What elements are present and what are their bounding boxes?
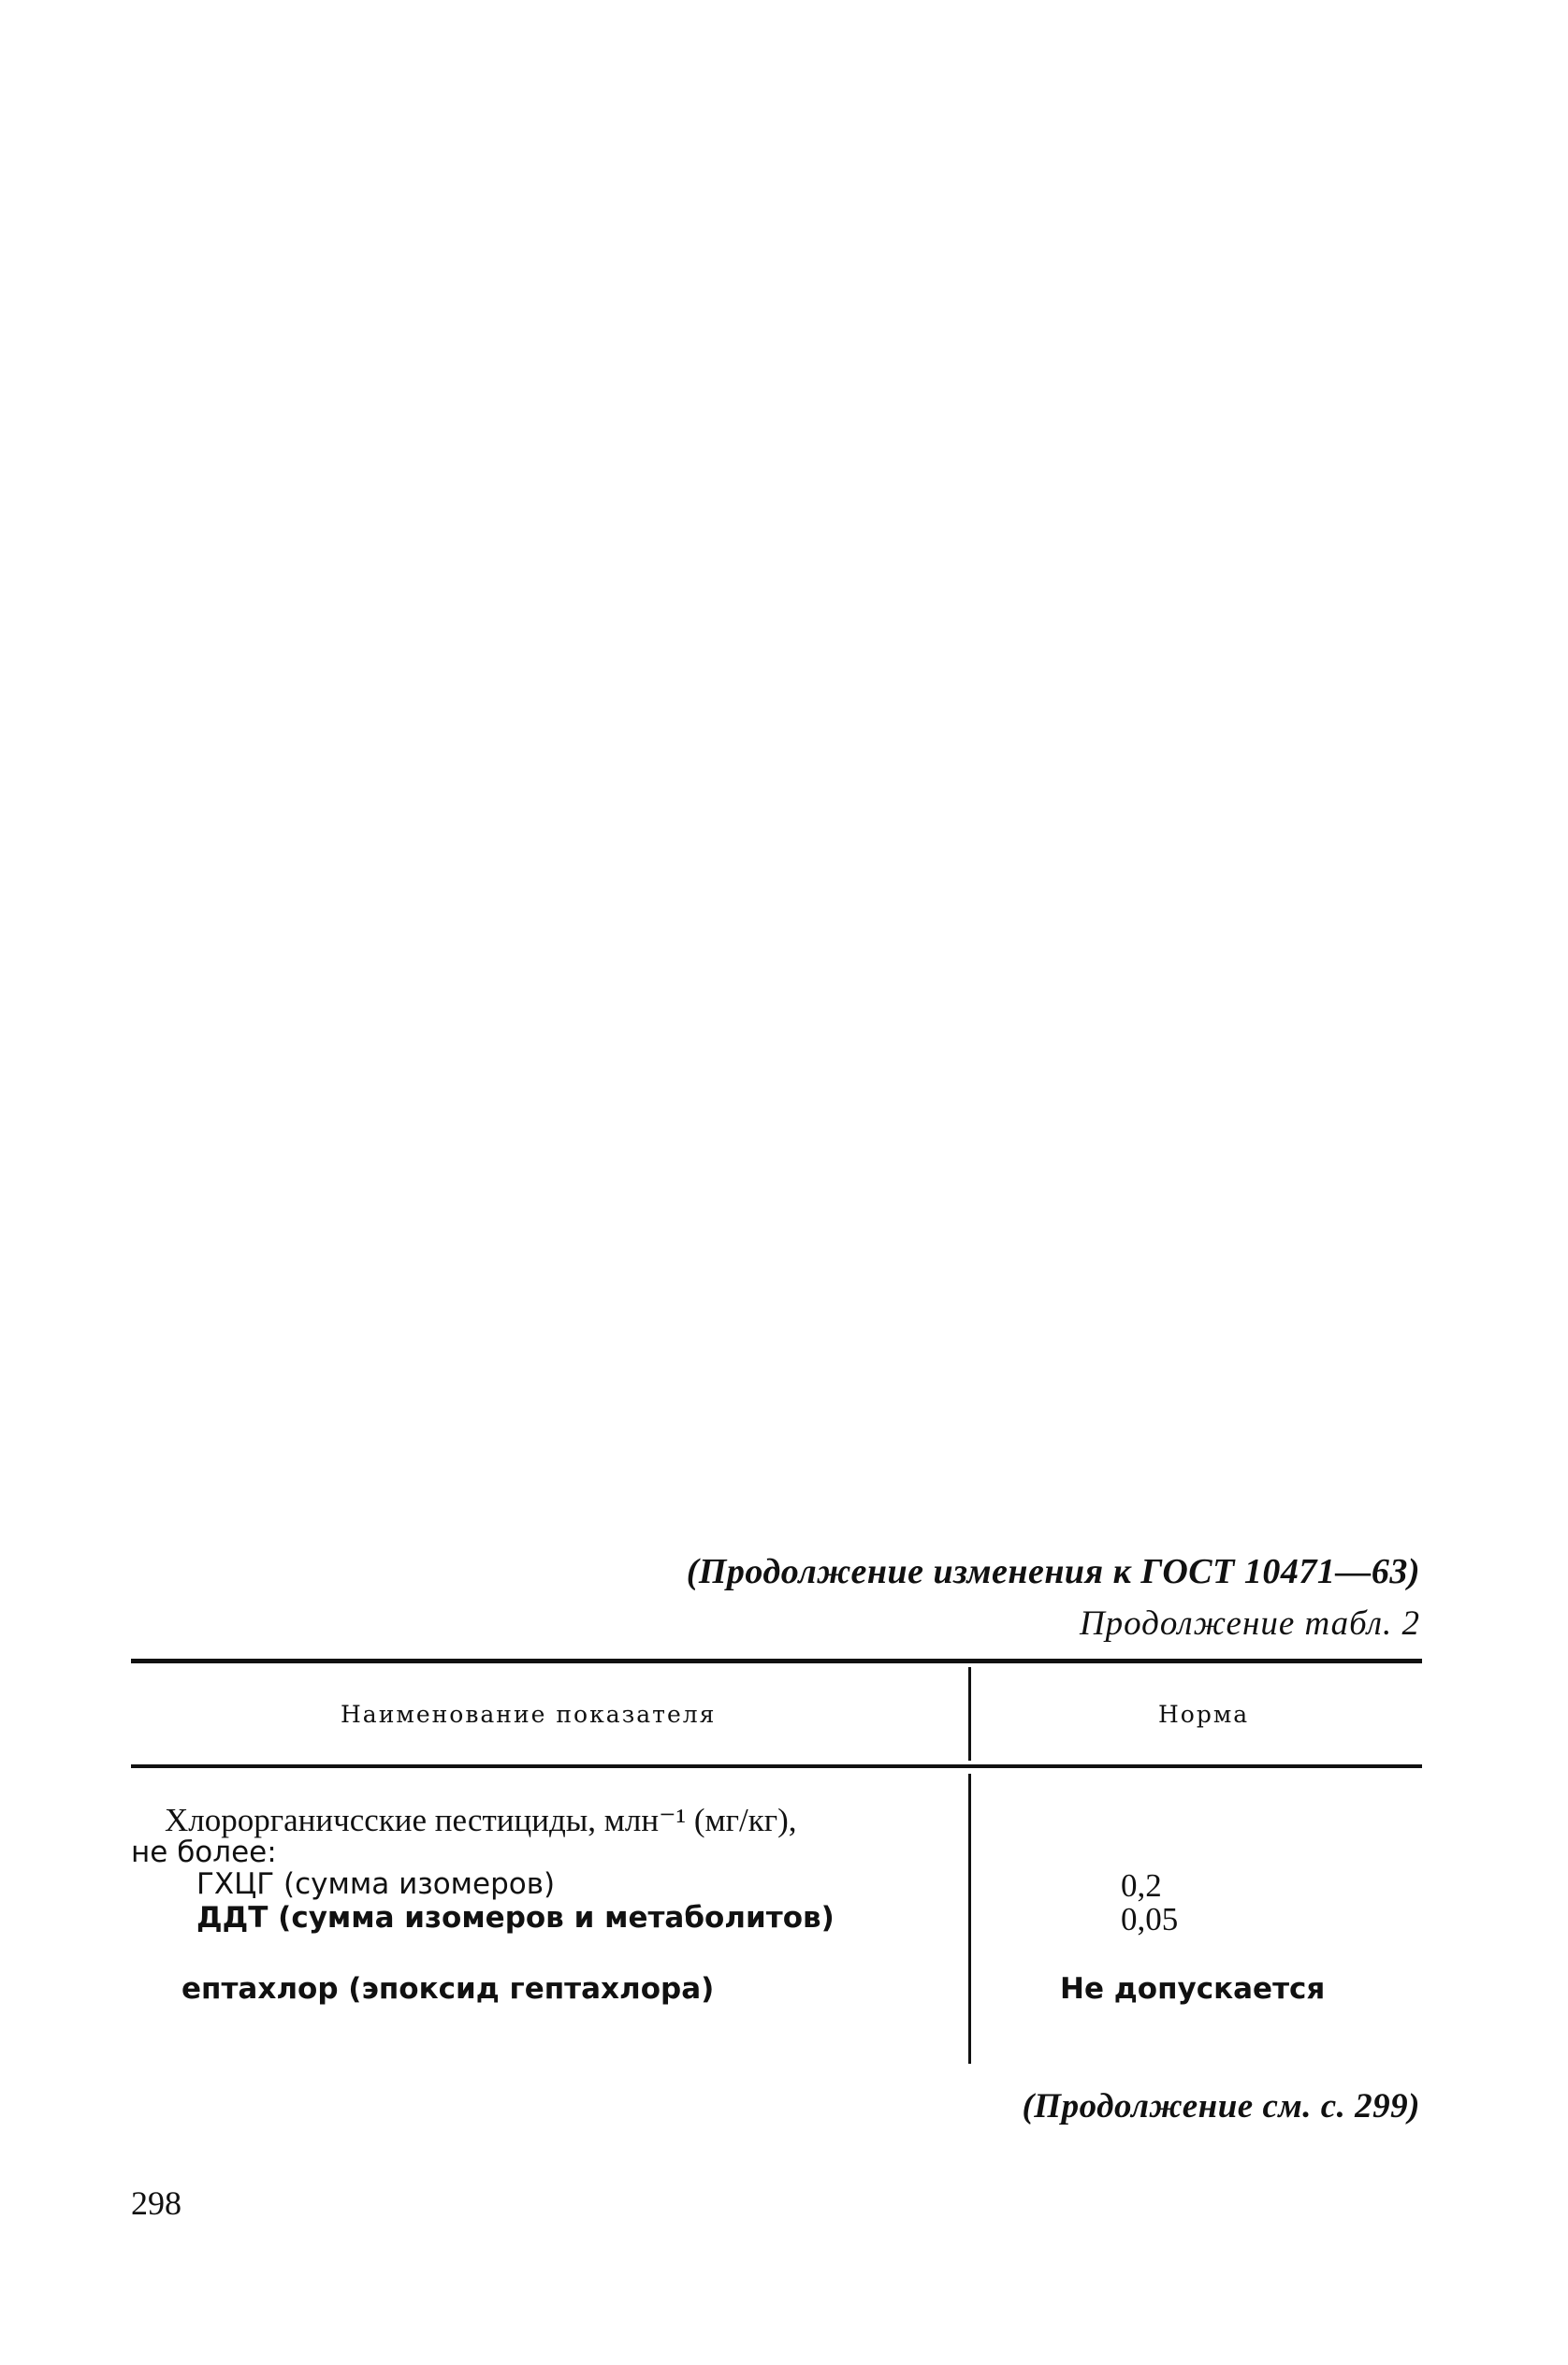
- row-name-line2: не более:: [131, 1835, 277, 1869]
- row-name-line1: Хлорорганичсские пестициды, млн⁻¹ (мг/кг),: [165, 1802, 797, 1838]
- page-number: 298: [131, 2184, 181, 2222]
- continuation-heading: (Продолжение изменения к ГОСТ 10471—63): [686, 1552, 1420, 1591]
- column-divider-body: [968, 1774, 971, 2064]
- table-caption: Продолжение табл. 2: [1079, 1604, 1420, 1643]
- row-value: 0,05: [1121, 1901, 1179, 1937]
- row-name: ДДТ (сумма изомеров и метаболитов): [196, 1901, 835, 1935]
- row-value: Не допускается: [1060, 1972, 1326, 2006]
- row-value: 0,2: [1121, 1867, 1162, 1904]
- table-top-rule: [131, 1659, 1422, 1663]
- table-header-rule: [131, 1764, 1422, 1768]
- column-divider-header: [968, 1667, 971, 1761]
- column-header-norm: Норма: [1158, 1701, 1250, 1728]
- column-header-name: Наименование показателя: [341, 1701, 717, 1728]
- row-name: ептахлор (эпоксид гептахлора): [181, 1972, 715, 2006]
- row-name: ГХЦГ (сумма изомеров): [196, 1867, 556, 1901]
- continuation-note: (Продолжение см. с. 299): [1022, 2087, 1420, 2126]
